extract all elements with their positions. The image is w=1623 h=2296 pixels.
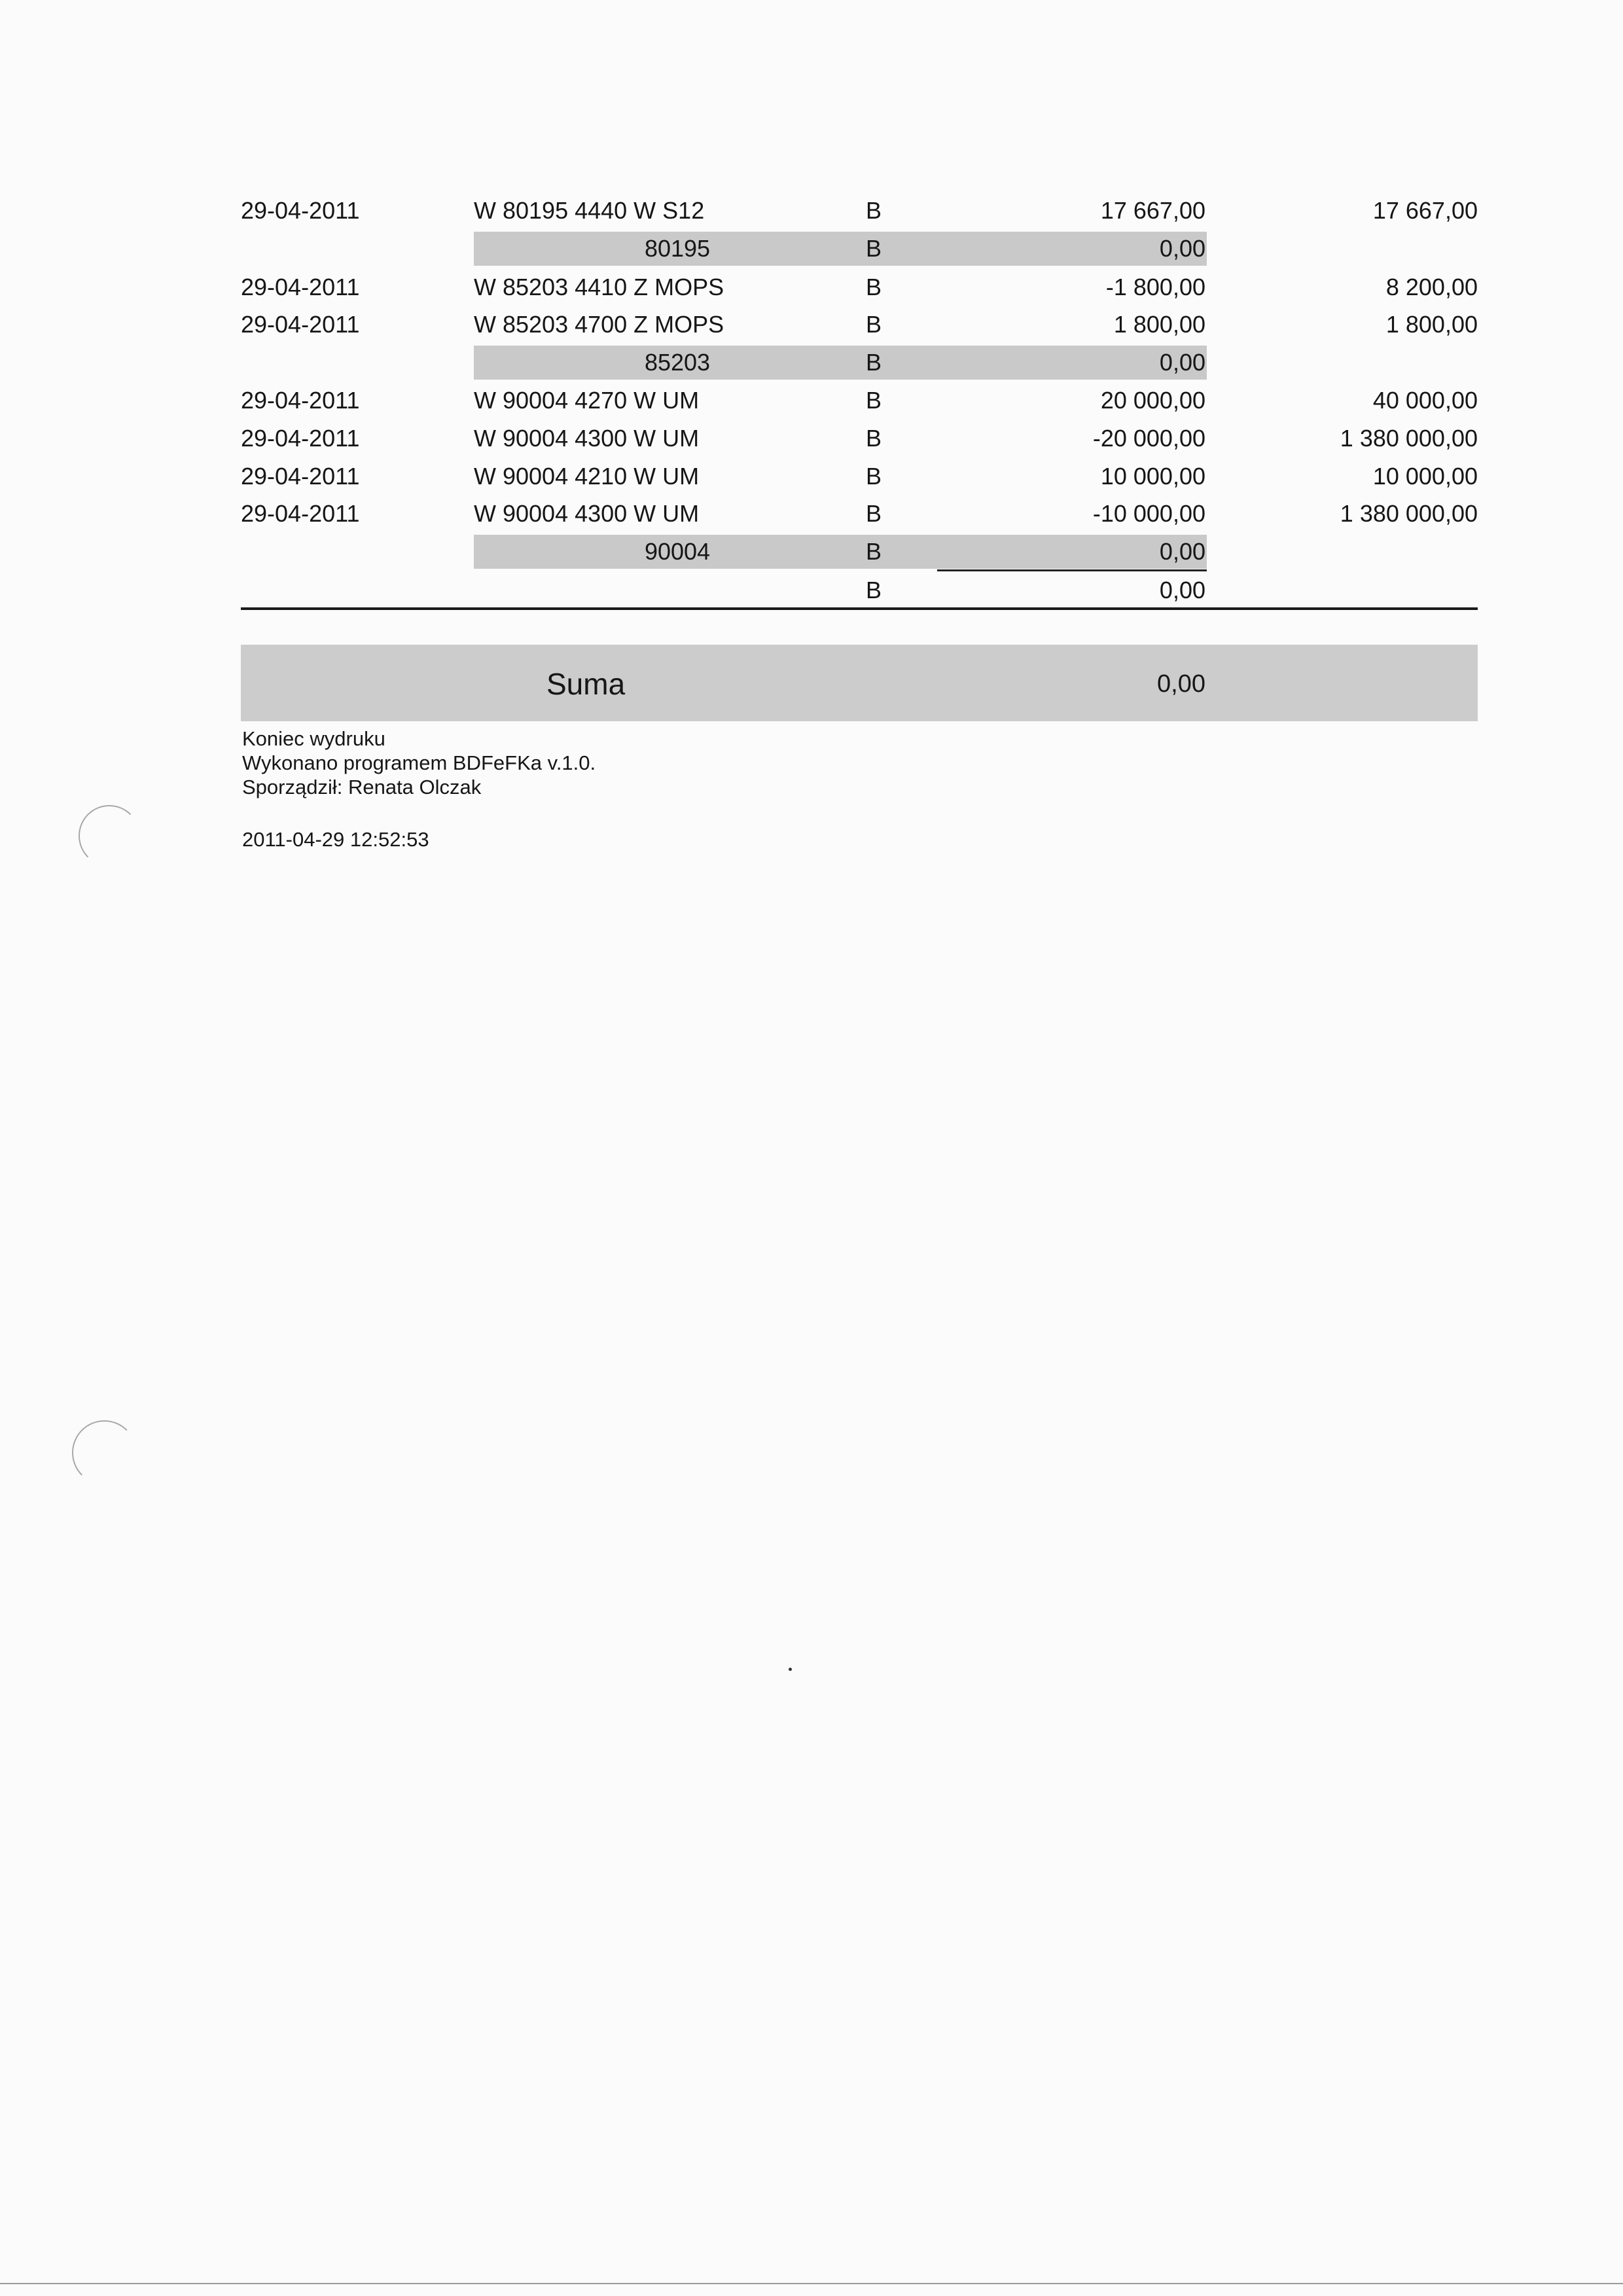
entry-flag: B: [866, 387, 882, 414]
table-row: [0, 194, 1623, 227]
entry-date: 29-04-2011: [241, 387, 360, 414]
summary-value: 0,00: [1157, 670, 1205, 698]
subtotal-row: [0, 232, 1623, 265]
entry-date: 29-04-2011: [241, 463, 360, 490]
entry-balance: 10 000,00: [1372, 463, 1478, 490]
entry-description: W 80195 4440 W S12: [474, 197, 705, 224]
entry-balance: 17 667,00: [1372, 197, 1478, 224]
summary-band: [241, 645, 1478, 721]
entry-amount: -10 000,00: [1092, 500, 1205, 527]
total-row: [0, 574, 1623, 607]
entry-date: 29-04-2011: [241, 500, 360, 527]
entry-date: 29-04-2011: [241, 197, 360, 224]
entry-flag: B: [866, 274, 882, 300]
entry-description: W 90004 4300 W UM: [474, 500, 700, 527]
summary-label: Suma: [546, 667, 626, 701]
entry-flag: B: [866, 425, 882, 452]
footer-timestamp: 2011-04-29 12:52:53: [242, 828, 429, 851]
subtotal-row: [0, 535, 1623, 568]
table-row: [0, 271, 1623, 304]
entry-flag: B: [866, 463, 882, 490]
subtotal-code: 85203: [644, 349, 711, 376]
entry-flag: B: [866, 311, 882, 338]
entry-balance: 1 380 000,00: [1340, 425, 1478, 452]
subtotal-code: 90004: [644, 538, 711, 565]
subtotal-flag: B: [866, 235, 882, 262]
subtotal-flag: B: [866, 349, 882, 376]
subtotal-flag: B: [866, 538, 882, 565]
subtotal-amount: 0,00: [1159, 235, 1205, 262]
entry-amount: 20 000,00: [1100, 387, 1205, 414]
entry-date: 29-04-2011: [241, 311, 360, 338]
entry-date: 29-04-2011: [241, 425, 360, 452]
entry-description: W 90004 4300 W UM: [474, 425, 700, 452]
scan-edge-line: [0, 2283, 1623, 2284]
footer-end: Koniec wydruku: [242, 727, 385, 750]
subtotal-amount: 0,00: [1159, 538, 1205, 565]
entry-flag: B: [866, 500, 882, 527]
entry-description: W 90004 4210 W UM: [474, 463, 700, 490]
entry-balance: 40 000,00: [1372, 387, 1478, 414]
subtotal-code: 80195: [644, 235, 711, 262]
entry-date: 29-04-2011: [241, 274, 360, 300]
entry-amount: -1 800,00: [1105, 274, 1205, 300]
entry-amount: 1 800,00: [1113, 311, 1205, 338]
punch-hole-mark: [79, 805, 140, 867]
table-row: [0, 308, 1623, 341]
entry-balance: 1 380 000,00: [1340, 500, 1478, 527]
table-row: [0, 460, 1623, 493]
total-rule: [937, 569, 1207, 571]
entry-balance: 1 800,00: [1385, 311, 1478, 338]
entry-description: W 85203 4410 Z MOPS: [474, 274, 724, 300]
entry-amount: 10 000,00: [1100, 463, 1205, 490]
entry-description: W 85203 4700 Z MOPS: [474, 311, 724, 338]
entry-amount: 17 667,00: [1100, 197, 1205, 224]
subtotal-amount: 0,00: [1159, 349, 1205, 376]
scan-speck: [789, 1668, 792, 1671]
entry-balance: 8 200,00: [1385, 274, 1478, 300]
entry-description: W 90004 4270 W UM: [474, 387, 700, 414]
footer-prepared: Sporządził: Renata Olczak: [242, 776, 482, 798]
table-row: [0, 384, 1623, 417]
total-amount: 0,00: [1159, 577, 1205, 603]
table-row: [0, 497, 1623, 530]
total-flag: B: [866, 577, 882, 603]
table-bottom-rule: [241, 607, 1478, 610]
entry-flag: B: [866, 197, 882, 224]
punch-hole-mark: [72, 1420, 137, 1485]
footer-program: Wykonano programem BDFeFKa v.1.0.: [242, 751, 596, 774]
subtotal-row: [0, 346, 1623, 379]
table-row: [0, 422, 1623, 455]
entry-amount: -20 000,00: [1092, 425, 1205, 452]
